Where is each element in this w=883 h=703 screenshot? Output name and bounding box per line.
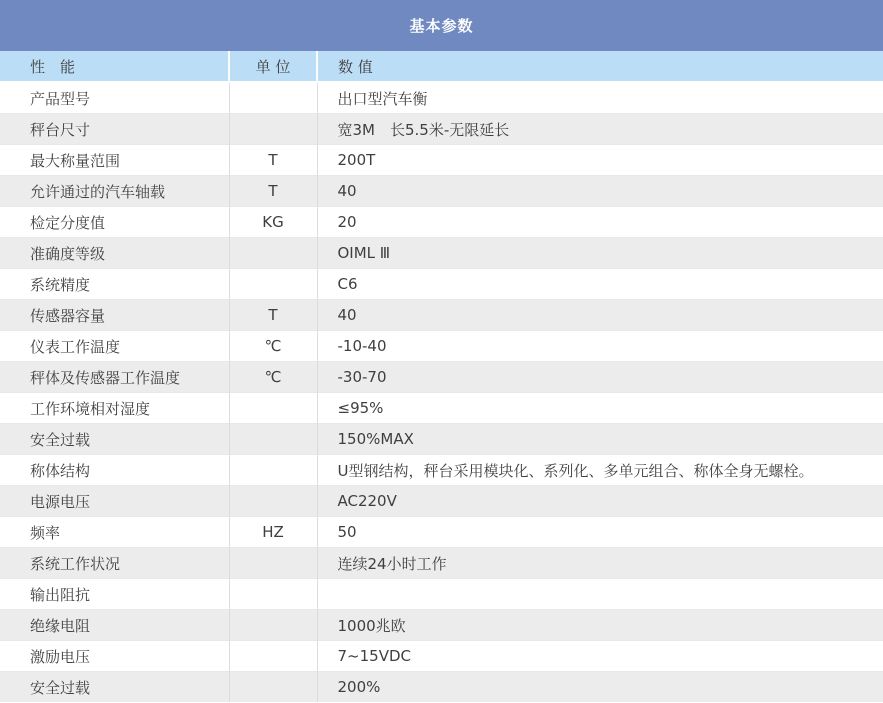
param-value-cell: U型钢结构，秤台采用模块化、系列化、多单元组合、称体全身无螺栓。 [317, 455, 883, 486]
param-name-cell: 安全过载 [0, 424, 229, 455]
table-row [0, 269, 883, 300]
param-value-cell: C6 [317, 269, 883, 300]
param-unit-cell [229, 672, 317, 703]
table-row [0, 579, 883, 610]
param-value-cell: -30-70 [317, 362, 883, 393]
param-unit-cell [229, 641, 317, 672]
column-header-performance: 性 能 [0, 51, 229, 82]
param-value-cell: 宽3M 长5.5米-无限延长 [317, 114, 883, 145]
table-row [0, 176, 883, 207]
param-value-cell: ≤95% [317, 393, 883, 424]
table-row [0, 207, 883, 238]
param-value-cell: 200T [317, 145, 883, 176]
param-unit-cell: HZ [229, 517, 317, 548]
table-row [0, 300, 883, 331]
param-value-cell: AC220V [317, 486, 883, 517]
param-unit-cell [229, 238, 317, 269]
column-header-value: 数 值 [317, 51, 883, 82]
table-row [0, 393, 883, 424]
column-header-unit: 单 位 [229, 51, 317, 82]
table-title-row [0, 0, 883, 51]
param-name-cell: 秤台尺寸 [0, 114, 229, 145]
param-name-cell: 系统精度 [0, 269, 229, 300]
param-unit-cell [229, 114, 317, 145]
param-value-cell: 1000兆欧 [317, 610, 883, 641]
param-value-cell [317, 579, 883, 610]
table-row [0, 114, 883, 145]
param-name-cell: 最大称量范围 [0, 145, 229, 176]
table-row [0, 145, 883, 176]
table-row [0, 331, 883, 362]
param-name-cell: 安全过载 [0, 672, 229, 703]
param-unit-cell [229, 393, 317, 424]
table-row [0, 548, 883, 579]
param-name-cell: 绝缘电阻 [0, 610, 229, 641]
table-body [0, 82, 883, 702]
param-unit-cell: ℃ [229, 331, 317, 362]
param-name-cell: 传感器容量 [0, 300, 229, 331]
param-value-cell: 200% [317, 672, 883, 703]
table-row [0, 641, 883, 672]
table-row [0, 362, 883, 393]
column-header-row [0, 51, 883, 82]
param-unit-cell [229, 579, 317, 610]
param-unit-cell: ℃ [229, 362, 317, 393]
param-value-cell: 20 [317, 207, 883, 238]
param-unit-cell [229, 548, 317, 579]
param-unit-cell: T [229, 145, 317, 176]
table-row [0, 672, 883, 703]
param-value-cell: 连续24小时工作 [317, 548, 883, 579]
param-name-cell: 准确度等级 [0, 238, 229, 269]
table-row [0, 610, 883, 641]
param-value-cell: 7~15VDC [317, 641, 883, 672]
param-name-cell: 仪表工作温度 [0, 331, 229, 362]
param-unit-cell [229, 424, 317, 455]
param-name-cell: 输出阻抗 [0, 579, 229, 610]
param-value-cell: 40 [317, 176, 883, 207]
param-unit-cell [229, 455, 317, 486]
param-unit-cell: T [229, 300, 317, 331]
table-row [0, 424, 883, 455]
param-name-cell: 激励电压 [0, 641, 229, 672]
param-unit-cell: T [229, 176, 317, 207]
param-value-cell: 出口型汽车衡 [317, 82, 883, 114]
param-name-cell: 产品型号 [30, 89, 91, 108]
param-name-cell: 称体结构 [0, 455, 229, 486]
table-row [0, 517, 883, 548]
param-name-cell: 检定分度值 [0, 207, 229, 238]
table-row [0, 238, 883, 269]
param-unit-cell: KG [229, 207, 317, 238]
param-name-cell: 允许通过的汽车轴载 [0, 176, 229, 207]
param-name-cell: 频率 [0, 517, 229, 548]
param-unit-cell [229, 269, 317, 300]
param-value-cell: 50 [317, 517, 883, 548]
param-name-cell: 工作环境相对湿度 [0, 393, 229, 424]
param-value-cell: OIML Ⅲ [317, 238, 883, 269]
table-row [0, 82, 883, 114]
param-value-cell: 150%MAX [317, 424, 883, 455]
table-title: 基本参数 [0, 0, 883, 51]
param-unit-cell [229, 82, 317, 114]
param-value-cell: 40 [317, 300, 883, 331]
param-value-cell: -10-40 [317, 331, 883, 362]
param-unit-cell [229, 486, 317, 517]
param-unit-cell [229, 610, 317, 641]
param-name-cell: 电源电压 [0, 486, 229, 517]
table-row [0, 486, 883, 517]
param-name-cell: 秤体及传感器工作温度 [0, 362, 229, 393]
param-name-cell: 系统工作状况 [0, 548, 229, 579]
table-row [0, 455, 883, 486]
